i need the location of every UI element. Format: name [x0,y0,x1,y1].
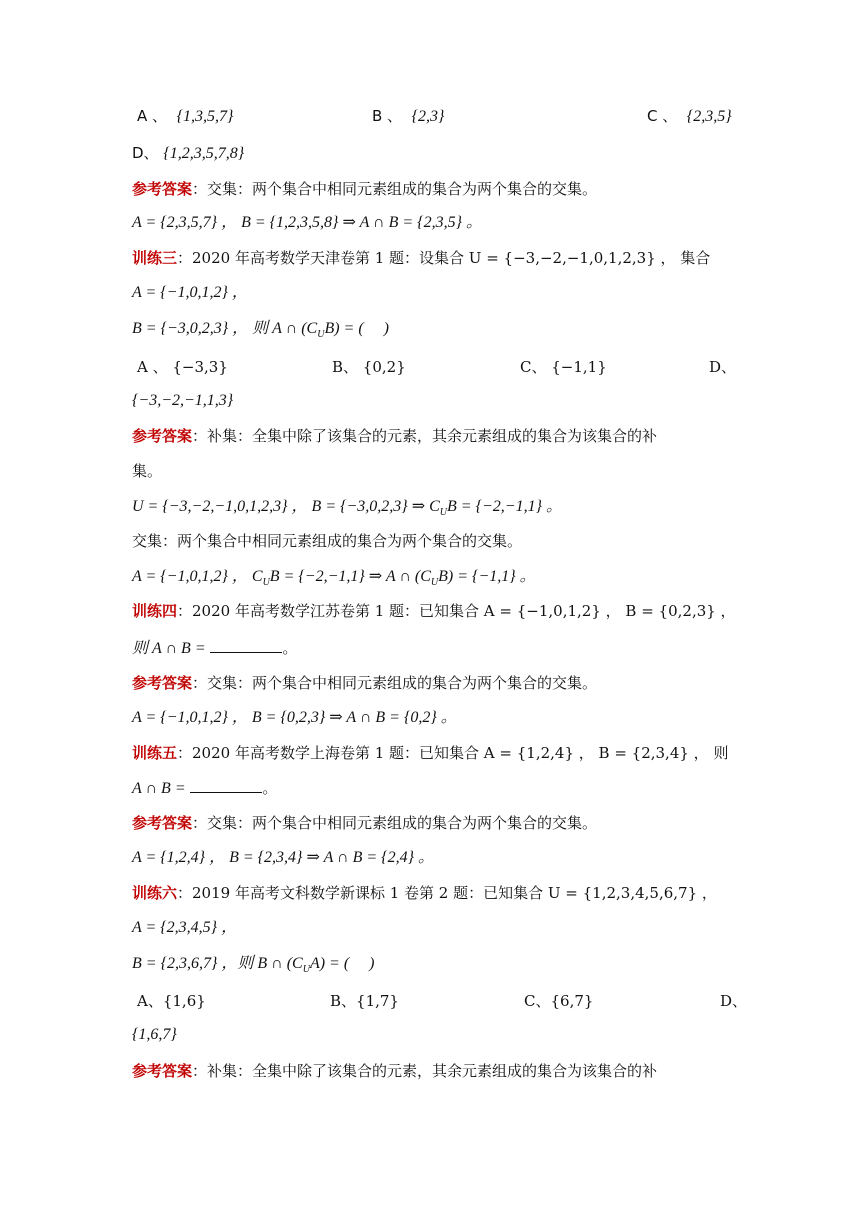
answer-math: A = {2,3,5,7} ， B = {1,2,3,5,8} ⇒ A ∩ B = {2,3,5} 。 [132,214,482,231]
option-c: C、 {−1,1} [520,358,607,376]
question-6-set-a: A = {2,3,4,5} ， [132,919,238,936]
question-3-set-b: B = {−3,0,2,3} ， 则 A ∩ $(C_UB)$ = ( ) [132,320,390,340]
question-5: 训练五：2020 年高考数学上海卷第 1 题：已知集合 A = {1,2,4} ， B = {2,3,4} ， 则 [132,744,729,762]
answer-line: 参考答案：补集：全集中除了该集合的元素，其余元素组成的集合为该集合的补 [132,1062,658,1080]
answer-blank[interactable] [210,638,282,653]
question-4-cont: 则 A ∩ B = 。 [132,639,298,657]
question-6-set-b: B = {2,3,6,7} ，则 B ∩ $(C_UA)$ = ( ) [132,955,375,975]
question-3-set-a: A = {−1,0,1,2} ， [132,284,248,301]
option-d: D、 {1,2,3,5,7,8} [132,144,245,162]
answer-blank[interactable] [190,778,262,793]
answer-line: 参考答案：交集：两个集合中相同元素组成的集合为两个集合的交集。 [132,674,598,692]
option-a: A 、 {−3,3} [137,358,228,376]
option-a: A 、 {1,3,5,7} [137,107,234,125]
answer-line: 参考答案：补集：全集中除了该集合的元素，其余元素组成的集合为该集合的补 [132,427,658,445]
answer-line: 参考答案：交集：两个集合中相同元素组成的集合为两个集合的交集。 [132,814,598,832]
option-d-label: D、 [720,992,748,1010]
option-d-value: {1,6,7} [132,1026,177,1043]
answer-line-cont: 集。 [132,462,163,480]
option-d-label: D、 [709,358,737,376]
option-d-value: {−3,−2,−1,1,3} [132,392,234,409]
option-a: A、{1,6} [137,992,206,1010]
answer-math: A = {1,2,4} ， B = {2,3,4} ⇒ A ∩ B = {2,4} 。 [132,849,434,866]
option-c: C 、 {2,3,5} [647,107,732,125]
question-4: 训练四：2020 年高考数学江苏卷第 1 题：已知集合 A = {−1,0,1,2} ， B = {0,2,3} ， [132,602,736,620]
answer-line: 参考答案：交集：两个集合中相同元素组成的集合为两个集合的交集。 [132,180,598,198]
answer-text: 交集：两个集合中相同元素组成的集合为两个集合的交集。 [132,532,523,550]
option-c: C、{6,7} [524,992,594,1010]
question-3: 训练三：2020 年高考数学天津卷第 1 题：设集合 U = {−3,−2,−1,0,1,2,3} ， 集合 [132,249,711,267]
question-5-cont: A ∩ B = 。 [132,779,278,797]
question-6: 训练六：2019 年高考文科数学新课标 1 卷第 2 题：已知集合 U = {1,2,3,4,5,6,7} ， [132,884,717,902]
answer-math: U = {−3,−2,−1,0,1,2,3} ， B = {−3,0,2,3} ⇒ $C_UB = \{-2,-1,1\}$ 。 [132,498,562,518]
answer-math: A = {−1,0,1,2} ， B = {0,2,3} ⇒ A ∩ B = {0,2} 。 [132,709,457,726]
option-b: B、 {0,2} [332,358,406,376]
answer-math: A = {−1,0,1,2} ， $C_UB = \{-2,-1,1\}$ ⇒ A ∩ $(C_UB) = \{-1,1\}$ 。 [132,568,536,588]
option-b: B 、 {2,3} [372,107,445,125]
option-b: B、{1,7} [330,992,399,1010]
